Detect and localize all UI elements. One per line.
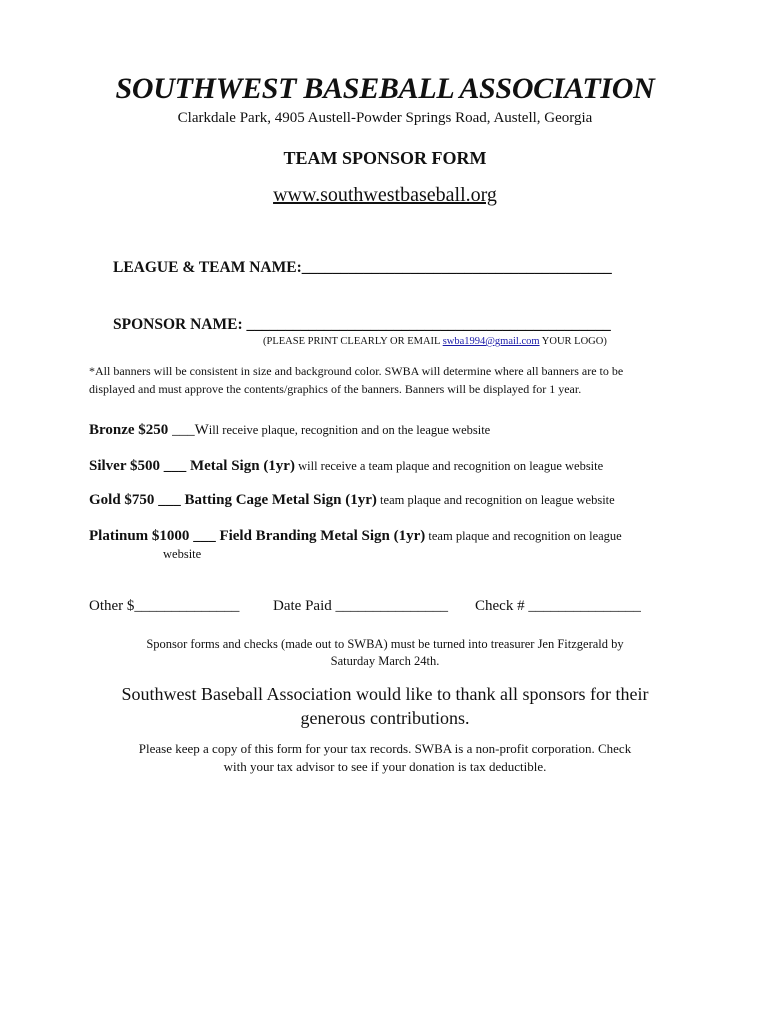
sponsor-name-field[interactable] (113, 316, 611, 334)
tier-bronze (89, 422, 490, 439)
tier-desc-initial: W (194, 422, 209, 438)
thanks-line: Southwest Baseball Association would like to thank all sponsors for their (121, 684, 649, 704)
league-team-field[interactable] (113, 259, 612, 277)
date-paid-field[interactable]: Date Paid _______________ (273, 598, 448, 614)
thanks-message (0, 682, 770, 730)
tier-item: Field Branding Metal Sign (1yr) (219, 528, 426, 544)
tax-note (0, 740, 770, 776)
tier-description-wrap: website (163, 547, 202, 561)
sponsor-note-prefix: (PLEASE PRINT CLEARLY OR EMAIL (263, 336, 443, 347)
sponsor-note-suffix: YOUR LOGO) (539, 336, 607, 347)
other-amount-field[interactable]: Other $______________ (89, 598, 240, 614)
tier-description: team plaque and recognition on league website (376, 493, 615, 507)
tier-silver (89, 458, 603, 475)
check-number-field[interactable]: Check # _______________ (475, 598, 641, 614)
tax-note-line: with your tax advisor to see if your donation is tax deductible. (223, 759, 547, 774)
tier-description: team plaque and recognition on league (425, 529, 622, 543)
organization-title: SOUTHWEST BASEBALL ASSOCIATION (115, 72, 655, 105)
banner-note-line: displayed and must approve the contents/graphics of the banners. Banners will be displayed for 1 year. (89, 382, 582, 396)
tier-blank[interactable]: ___ (189, 528, 220, 544)
tier-platinum (89, 528, 622, 545)
sponsor-name-label: SPONSOR NAME: (113, 316, 247, 333)
deadline-line: Saturday March 24th. (330, 654, 440, 668)
deadline-note (0, 636, 770, 670)
email-link[interactable]: swba1994@gmail.com (442, 336, 540, 347)
tier-blank[interactable]: ___ (168, 422, 195, 438)
tier-label: Bronze $250 (89, 422, 169, 438)
sponsor-name-blank[interactable]: _______________________________________________ (246, 316, 611, 333)
tier-label: Platinum $1000 (89, 528, 190, 544)
tier-label: Silver $500 (89, 458, 160, 474)
tier-blank[interactable]: ___ (159, 458, 190, 474)
deadline-line: Sponsor forms and checks (made out to SWBA) must be turned into treasurer Jen Fitzgerald by (146, 637, 624, 651)
form-title: TEAM SPONSOR FORM (283, 148, 487, 168)
tier-item: Batting Cage Metal Sign (1yr) (184, 492, 377, 508)
tier-description: ill receive plaque, recognition and on the league website (208, 423, 491, 437)
banner-note-line: *All banners will be consistent in size and background color. SWBA will determine where all banners are to be (89, 364, 624, 378)
tier-item: Metal Sign (1yr) (189, 458, 295, 474)
banner-note (89, 362, 729, 398)
address-line: Clarkdale Park, 4905 Austell-Powder Springs Road, Austell, Georgia (177, 110, 593, 126)
tax-note-line: Please keep a copy of this form for your tax records. SWBA is a non-profit corporation. Check (138, 741, 632, 756)
sponsor-note (263, 336, 607, 347)
tier-description: will receive a team plaque and recognition on league website (294, 459, 604, 473)
thanks-line: generous contributions. (300, 708, 470, 728)
tier-label: Gold $750 (89, 492, 155, 508)
league-team-label: LEAGUE & TEAM NAME: (113, 259, 302, 276)
tier-blank[interactable]: ___ (154, 492, 185, 508)
tier-platinum-wrap (163, 546, 201, 563)
website-link[interactable] (0, 184, 770, 207)
league-team-blank[interactable]: ________________________________________ (301, 259, 612, 276)
tier-gold (89, 492, 615, 509)
website-text[interactable]: www.southwestbaseball.org (273, 184, 497, 206)
